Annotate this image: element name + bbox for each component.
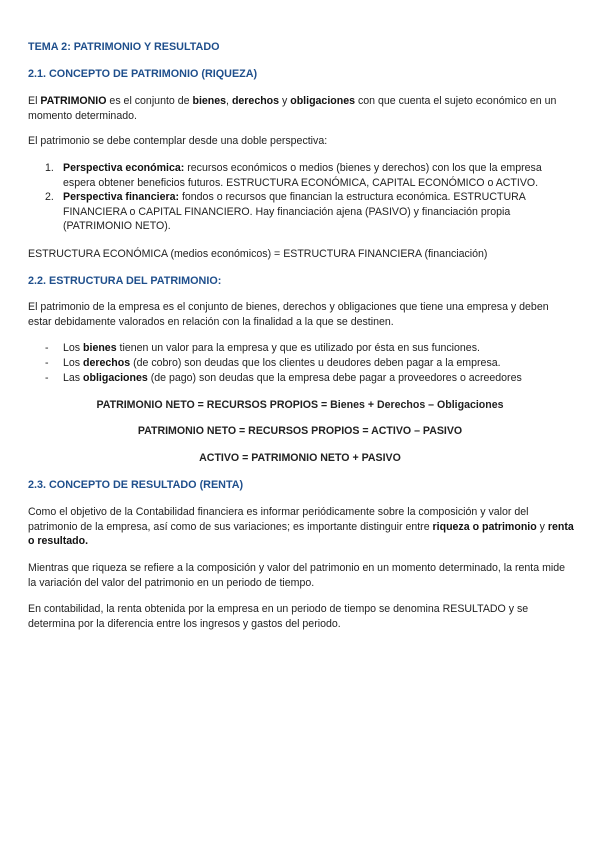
structure-formula: ESTRUCTURA ECONÓMICA (medios económicos) = ESTRUCTURA FINANCIERA (financiación) (28, 248, 488, 260)
paragraph-resultado: En contabilidad, la renta obtenida por la empresa en un periodo de tiempo se denomina RESULTADO y se determina por la diferencia entre los ingresos y gastos del periodo. (28, 603, 529, 630)
paragraph-riqueza-renta: Mientras que riqueza se refiere a la composición y valor del patrimonio en un momento determinado, la renta mide la variación del valor del patrimonio en un periodo de tiempo. (28, 562, 566, 589)
list-item-perspectiva-financiera: Perspectiva financiera: fondos o recursos que financian la estructura económica. ESTRUCTURA FINANCIERA o CAPITAL FINANCIERO. Hay financiación ajena (PASIVO) y financiación propia (PATRIMONIO NETO). (63, 191, 526, 233)
list-marker: 2. (45, 191, 54, 203)
equation-patrimonio-neto-bienes: PATRIMONIO NETO = RECURSOS PROPIOS = Bienes + Derechos – Obligaciones (96, 399, 504, 411)
equation-activo: ACTIVO = PATRIMONIO NETO + PASIVO (199, 452, 401, 464)
bullet-item-bienes: Los bienes tienen un valor para la empresa y que es utilizado por ésta en sus funciones. (63, 342, 480, 354)
equation-patrimonio-neto-activo-pasivo: PATRIMONIO NETO = RECURSOS PROPIOS = ACTIVO – PASIVO (137, 425, 463, 437)
bullet-item-derechos: Los derechos (de cobro) son deudas que los clientes u deudores deben pagar a la empresa. (63, 357, 501, 369)
paragraph-perspective-intro: El patrimonio se debe contemplar desde una doble perspectiva: (28, 135, 328, 147)
list-marker: 1. (45, 162, 54, 174)
bullet-marker: - (45, 357, 49, 369)
paragraph-estructura: El patrimonio de la empresa es el conjunto de bienes, derechos y obligaciones que tiene una empresa y deben estar debidamente valorados en relación con la finalidad a la que se destinen. (28, 301, 549, 328)
section-heading-estructura: 2.2. ESTRUCTURA DEL PATRIMONIO: (28, 275, 222, 287)
section-heading-resultado: 2.3. CONCEPTO DE RESULTADO (RENTA) (28, 479, 244, 491)
section-heading-patrimonio: 2.1. CONCEPTO DE PATRIMONIO (RIQUEZA) (28, 68, 258, 80)
bullet-marker: - (45, 342, 49, 354)
document-title: TEMA 2: PATRIMONIO Y RESULTADO (28, 41, 220, 53)
bullet-item-obligaciones: Las obligaciones (de pago) son deudas que la empresa debe pagar a proveedores o acreedores (63, 372, 522, 384)
list-item-perspectiva-economica: Perspectiva económica: recursos económicos o medios (bienes y derechos) con los que la empresa espera obtener beneficios futuros. ESTRUCTURA ECONÓMICA, CAPITAL ECONÓMICO o ACTIVO. (63, 162, 542, 189)
paragraph-objetivo-contabilidad: Como el objetivo de la Contabilidad financiera es informar periódicamente sobre la composición y valor del patrimonio de la empresa, así como de sus variaciones; es importante distinguir entre riqueza o patrimonio y renta o resultado. (28, 506, 574, 548)
bullet-marker: - (45, 372, 49, 384)
paragraph-patrimonio-definition: El PATRIMONIO es el conjunto de bienes, derechos y obligaciones con que cuenta el sujeto económico en un momento determinado. (28, 95, 557, 122)
